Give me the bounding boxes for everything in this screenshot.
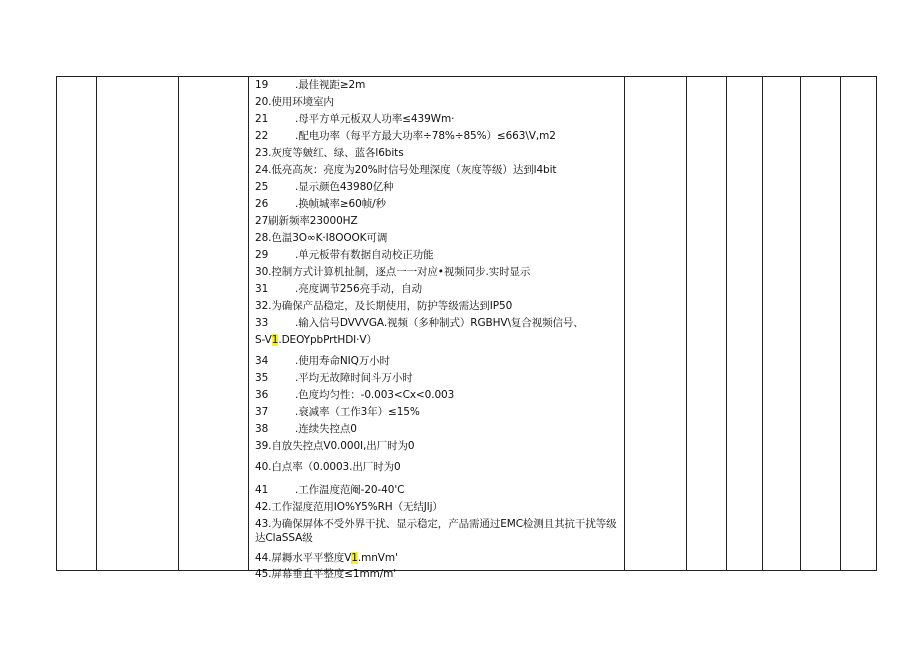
empty-cell — [97, 77, 179, 571]
empty-cell — [727, 77, 763, 571]
empty-cell — [625, 77, 687, 571]
empty-cell — [687, 77, 727, 571]
spec-line-26: 26 .换帧城率≥60帧/秒 — [255, 198, 386, 210]
empty-cell — [57, 77, 97, 571]
spec-line-37: 37 .衰减率（工作3年）≤15% — [255, 406, 420, 418]
spec-line-40: 40.白点率（0.0003.出厂时为0 — [255, 461, 401, 473]
spec-line-20: 20.使用环境室内 — [255, 96, 334, 108]
spec-line-22: 22 .配电功率（每平方最大功率÷78%÷85%）≤663\V,m2 — [255, 130, 556, 142]
spec-line-19: 19 .最佳视距≥2m — [255, 79, 366, 91]
spec-line-39: 39.自放失控点V0.000I,出厂时为0 — [255, 440, 415, 452]
spec-line-27: 27刷新频率23000HZ — [255, 215, 358, 227]
spec-line-29: 29 .单元板带有数据自动校正功能 — [255, 249, 434, 261]
spec-line-23: 23.灰度等皴红、绿、蓝各l6bits — [255, 147, 404, 159]
spec-line-33-continued: S-V1.DEOYpbPrtHDI·V） — [255, 334, 377, 346]
spec-line-45: 45.屏幕垂直平整度≤1mm/m' — [255, 568, 397, 580]
spec-line-34: 34 .使用寿命NIQ万小时 — [255, 355, 390, 367]
spec-line-25: 25 .显示颜色43980亿种 — [255, 181, 394, 193]
spec-line-42: 42.工作湿度范用IO%Y5%RH（无结Jlj） — [255, 501, 443, 513]
highlight-mark: 1 — [351, 552, 358, 564]
empty-cell — [841, 77, 877, 571]
empty-cell — [179, 77, 249, 571]
spec-line-41: 41 .工作温度范阉-20-40'C — [255, 484, 405, 496]
spec-line-35: 35 .平均无故障时间斗万小时 — [255, 372, 413, 384]
spec-line-32: 32.为确保产品稳定，及长期使用，防护等级需达到IP50 — [255, 300, 513, 312]
spec-line-30: 30.控制方式计算机扯制，逐点一一对应•视频同步.实时显示 — [255, 266, 531, 278]
spec-line-36: 36 .色度均匀性：-0.003<Cx<0.003 — [255, 389, 455, 401]
spec-line-24: 24.低亮高灰：亮度为20%时信号处理深度（灰度等级）达到l4bit — [255, 164, 557, 176]
table-row — [57, 77, 877, 571]
spec-line-38: 38 .连续失控点0 — [255, 423, 357, 435]
spec-line-43: 43.为确保屏体不受外界干扰、显示稳定，产品需通过EMC检测且其抗干扰等级达ClaSSA级 — [255, 518, 617, 544]
spec-line-21: 21 .母平方单元板双人功率≤439Wm· — [255, 113, 455, 125]
spec-line-28: 28.色温3O∞K·I8OOOK可调 — [255, 232, 388, 244]
spec-line-31: 31 .亮度调节256亮手动，自动 — [255, 283, 422, 295]
spec-line-33: 33 .输入信号DVVVGA.视频（多种制式）RGBHV\复合视频信号、 — [255, 317, 584, 329]
highlight-mark: 1 — [271, 334, 279, 346]
empty-cell — [801, 77, 841, 571]
spec-line-44: 44.屏耨水平平整度V1.mnVm' — [255, 552, 398, 564]
spec-content-cell — [249, 77, 625, 580]
spec-table — [56, 76, 877, 580]
empty-cell — [763, 77, 801, 571]
